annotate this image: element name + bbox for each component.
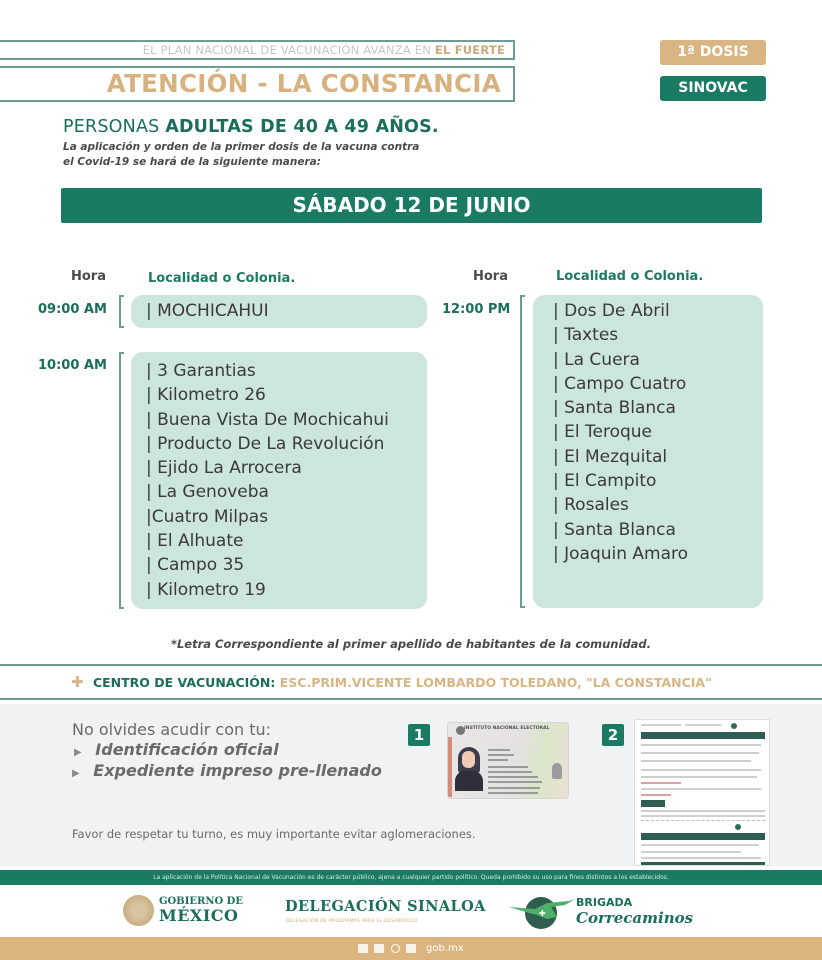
reminder-item-label: Expediente impreso pre-llenado (93, 761, 382, 780)
list-item: | Kilometro 26 (146, 385, 266, 406)
list-item: | Taxtes (553, 325, 619, 346)
slot-card-1200 (533, 295, 763, 608)
list-item: | Campo 35 (146, 555, 245, 576)
slot-card-1000 (131, 352, 427, 609)
gobierno-line1: GOBIERNO DE (159, 896, 243, 907)
center-label: CENTRO DE VACUNACIÓN: (92, 675, 276, 690)
center-place: ESC.PRIM.VICENTE LOMBARDO TOLEDANO, "LA CONSTANCIA" (279, 675, 712, 690)
list-item: | La Genoveba (146, 482, 269, 503)
form-document-image (634, 719, 770, 866)
step-1-badge: 1 (408, 724, 430, 746)
list-item: | Santa Blanca (553, 398, 676, 419)
slot-time-0900: 09:00 AM (38, 302, 107, 317)
footnote: *Letra Correspondiente al primer apellido de habitantes de la comunidad. (170, 637, 652, 651)
slot-bracket (119, 352, 124, 609)
youtube-icon[interactable] (406, 944, 416, 953)
id-card-header: INSTITUTO NACIONAL ELECTORAL (464, 726, 550, 731)
roadrunner-logo-icon (507, 893, 577, 931)
intro-line-2: el Covid-19 se hará de la siguiente manera: (63, 156, 321, 168)
svg-text:✚: ✚ (539, 909, 546, 918)
hour-header-right: Hora (473, 269, 508, 284)
list-item: | 3 Garantias (146, 361, 256, 381)
delegation-logo: DELEGACIÓN SINALOA (285, 898, 486, 915)
reminder-item-form (72, 761, 382, 780)
list-item: | Producto De La Revolución (146, 433, 385, 454)
list-item: | El Campito (553, 471, 657, 492)
list-item: | El Teroque (553, 422, 652, 443)
list-item: | Dos De Abril (553, 301, 670, 321)
twitter-icon[interactable] (374, 944, 384, 953)
gob-mx-link[interactable]: gob.mx (426, 943, 464, 954)
reminder-item-label: Identificación oficial (95, 740, 279, 759)
reminder-item-id (74, 740, 279, 759)
intro-text (63, 140, 483, 170)
slot-bracket (520, 295, 525, 608)
triangle-bullet-icon: ▶ (72, 768, 80, 779)
reminder-title: No olvides acudir con tu: (72, 720, 272, 739)
respect-note: Favor de respetar tu turno, es muy importante evitar aglomeraciones. (72, 827, 476, 841)
brigada-logo (576, 897, 693, 927)
slot-bracket (119, 295, 124, 328)
vaccination-center (0, 664, 822, 700)
list-item: | Buena Vista De Mochicahui (146, 409, 389, 430)
list-item: | El Alhuate (146, 531, 244, 552)
dose-badge: 1ª DOSIS (660, 40, 766, 65)
id-card-image (447, 722, 569, 799)
brigada-line2: Correcaminos (576, 909, 694, 927)
step-2-badge: 2 (602, 724, 624, 746)
audience-heading (63, 117, 439, 137)
list-item: |Cuatro Milpas (146, 506, 269, 527)
triangle-bullet-icon: ▶ (74, 747, 82, 758)
plan-banner (0, 40, 515, 60)
slot-time-1200: 12:00 PM (442, 302, 511, 317)
page-title: ATENCIÓN - LA CONSTANCIA (0, 66, 515, 102)
facebook-icon[interactable] (358, 944, 368, 953)
locality-header-right: Localidad o Colonia. (556, 269, 704, 284)
plan-place: EL FUERTE (434, 43, 505, 57)
list-item: | Campo Cuatro (553, 373, 687, 394)
intro-line-1: La aplicación y orden de la primer dosis de la vacuna contra (63, 141, 420, 153)
legal-notice: La aplicación de la Política Nacional de Vacunación es de carácter público, ajena a cualquier partido político. Queda prohibido su uso para fines distintos a los establecidos. (0, 870, 822, 885)
gobierno-line2: MÉXICO (159, 906, 239, 925)
mexico-seal-icon (123, 895, 154, 926)
locality-header-left: Localidad o Colonia. (148, 271, 296, 286)
slot-time-1000: 10:00 AM (38, 358, 107, 373)
list-item: | La Cuera (553, 349, 640, 370)
list-item: | MOCHICAHUI (146, 301, 269, 321)
instagram-icon[interactable] (391, 944, 400, 953)
gobierno-logo (159, 896, 243, 925)
vaccine-badge: SINOVAC (660, 76, 766, 101)
list-item: | Santa Blanca (553, 519, 676, 540)
hour-header-left: Hora (71, 269, 106, 284)
list-item: | El Mezquital (553, 446, 668, 467)
slot-card-0900 (131, 295, 427, 328)
audience-group: ADULTAS DE 40 A 49 AÑOS. (165, 117, 439, 137)
list-item: | Joaquin Amaro (553, 543, 689, 564)
date-banner: SÁBADO 12 DE JUNIO (61, 188, 762, 223)
audience-prefix: PERSONAS (63, 117, 160, 137)
list-item: | Ejido La Arrocera (146, 458, 302, 479)
delegation-subtitle: DELEGACIÓN DE PROGRAMAS PARA EL DESARROLLO (286, 919, 418, 924)
list-item: | Kilometro 19 (146, 579, 266, 600)
list-item: | Rosales (553, 495, 629, 516)
brigada-line1: BRIGADA (576, 896, 633, 909)
footer (0, 937, 822, 960)
plan-text: EL PLAN NACIONAL DE VACUNACIÓN AVANZA EN (142, 43, 432, 57)
plus-icon: ✚ (71, 673, 84, 691)
